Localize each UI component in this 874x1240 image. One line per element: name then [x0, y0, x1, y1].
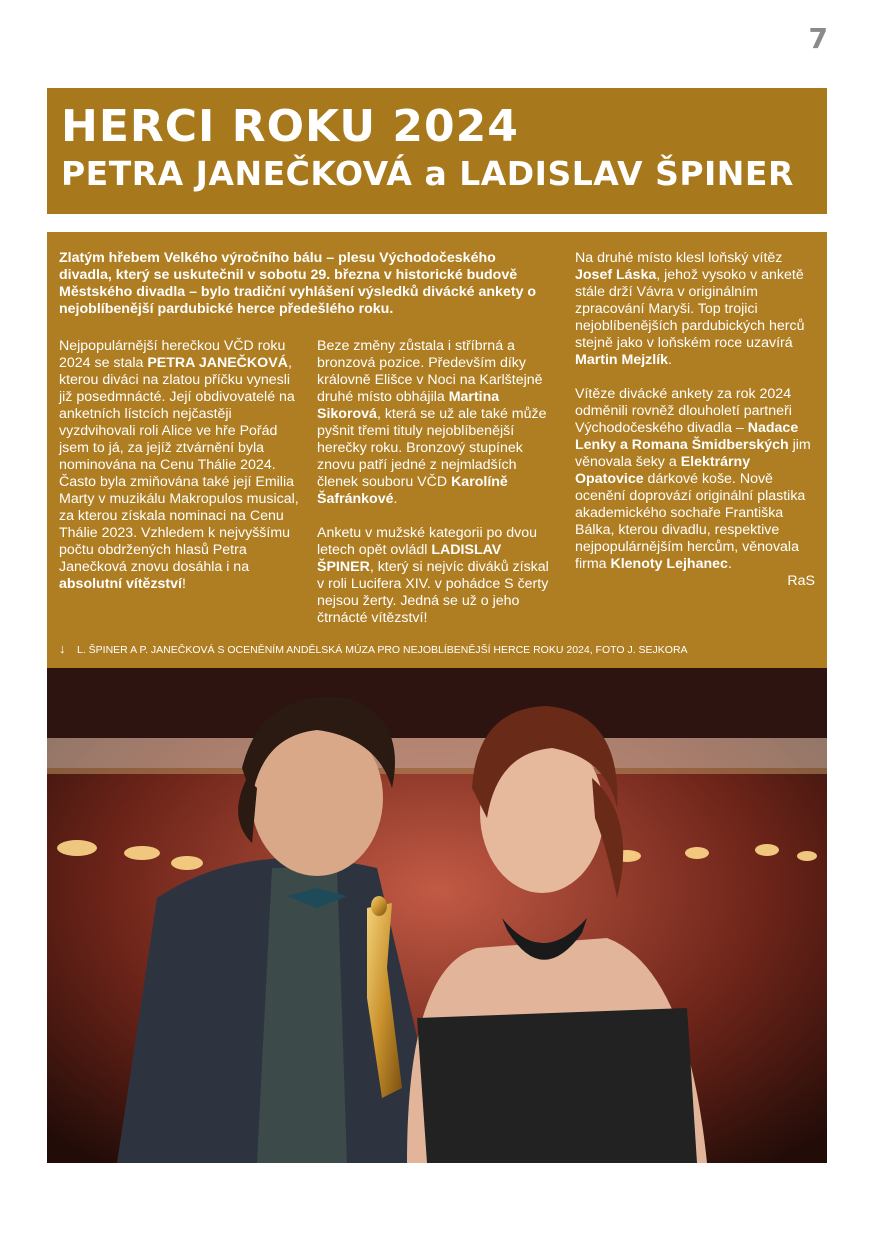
column-1-paragraph [59, 338, 305, 593]
page-number: 7 [808, 22, 828, 55]
actress-name: Karolíně Šafránkové [317, 474, 508, 507]
author-signature: RaS [787, 573, 815, 589]
absolute-winner-text: absolutní vítězství [59, 576, 182, 592]
sponsor-name: Klenoty Lejhanec [610, 556, 728, 572]
text-run: Na druhé místo klesl loňský vítěz [575, 250, 783, 266]
subheadline: PETRA JANEČKOVÁ a LADISLAV ŠPINER [61, 154, 794, 193]
headline: HERCI ROKU 2024 [61, 101, 519, 152]
sponsor-name: Elektrárny Opatovice [575, 454, 751, 487]
sponsor-name: Nadace Lenky a Romana Šmidberských [575, 420, 799, 453]
actor-name: LADISLAV ŠPINER [317, 542, 502, 575]
text-run: . [668, 352, 672, 368]
text-run: , kterou diváci na zlatou příčku vynesli již posedmnácté. Její obdivovatelé na anketních lístcích nejčastěji vyzdvihovali roli Alice ve hře Pořád jsem to já, za jejíž ztvárnění byla nominována na Cenu Thálie 2024. Často byla zmiňována také její Emilia Marty v muzikálu Makropulos musical, za kterou získala nominaci na Cenu Thálie 2023. Vzhledem k nejvyššímu počtu obdržených hlasů Petra Janečková znovu dosáhla i na [59, 355, 299, 575]
text-run: , jehož vysoko v anketě stále drží Vávra v originálním zpracování Maryši. Top trojici nejoblíbenějších pardubických herců stejně jako v loňském roce uzavírá [575, 267, 805, 351]
text-run: , který si nejvíc diváků získal v roli Lucifera XIV. v pohádce S čerty nejsou žerty. Jedná se už o jeho čtrnácté vítězství! [317, 559, 549, 626]
article-column-2 [317, 338, 553, 644]
column-2-paragraph-1 [317, 338, 553, 508]
title-banner [47, 88, 827, 214]
article-column-3 [575, 250, 815, 590]
photo-caption [59, 642, 819, 657]
article-column-1 [59, 338, 305, 610]
actor-name: Josef Láska [575, 267, 657, 283]
actress-name: PETRA JANEČKOVÁ [147, 355, 288, 371]
award-photo [47, 668, 827, 1163]
actor-name: Martin Mejzlík [575, 352, 669, 368]
text-run: Beze změny zůstala i stříbrná a bronzová pozice. Především díky královně Elišce v Noci na Karlštejně druhé místo obhájila [317, 338, 543, 405]
text-run: Vítěze divácké ankety za rok 2024 odměnili rovněž dlouholetí partneři Východočeského divadla – [575, 386, 792, 436]
column-3-paragraph-1 [575, 250, 815, 369]
actress-name: Martina Sikorová [317, 389, 500, 422]
arrow-down-icon: ↓ [59, 641, 66, 656]
text-run: Nejpopulárnější herečkou VČD roku 2024 se stala [59, 338, 286, 371]
text-run: jim věnovala šeky a [575, 437, 811, 470]
column-3-paragraph-2 [575, 386, 815, 573]
text-run: . [727, 556, 732, 572]
text-run: dárkové koše. Nově ocenění doprovází originální plastika akademického sochaře Františka Bálka, kterou divadlu, respektive nejpopulárnějším hercům, věnovala firma [575, 471, 806, 572]
caption-text: L. ŠPINER A P. JANEČKOVÁ S OCENĚNÍM ANDĚLSKÁ MÚZA PRO NEJOBLÍBENĚJŠÍ HERCE ROKU 2024, FOTO J. SEJKORA [77, 644, 688, 656]
text-run: . [393, 491, 398, 507]
article-lead: Zlatým hřebem Velkého výročního bálu – plesu Východočeského divadla, který se uskutečnil v sobotu 29. března v historické budově Městského divadla – bylo tradiční vyhlášení výsledků divácké ankety o nejoblíbenější pardubické herce předešlého roku. [59, 250, 537, 317]
photo-illustration [47, 668, 827, 1163]
text-run: Anketu v mužské kategorii po dvou letech opět ovládl [317, 525, 538, 558]
article-body [47, 232, 827, 668]
text-run: ! [181, 576, 186, 592]
text-run: , která se už ale také může pyšnit třemi tituly nejoblíbenější herečky roku. Bronzový stupínek znovu patří jedné z nejmladších členek souboru VČD [317, 406, 547, 490]
column-2-paragraph-2 [317, 525, 553, 627]
